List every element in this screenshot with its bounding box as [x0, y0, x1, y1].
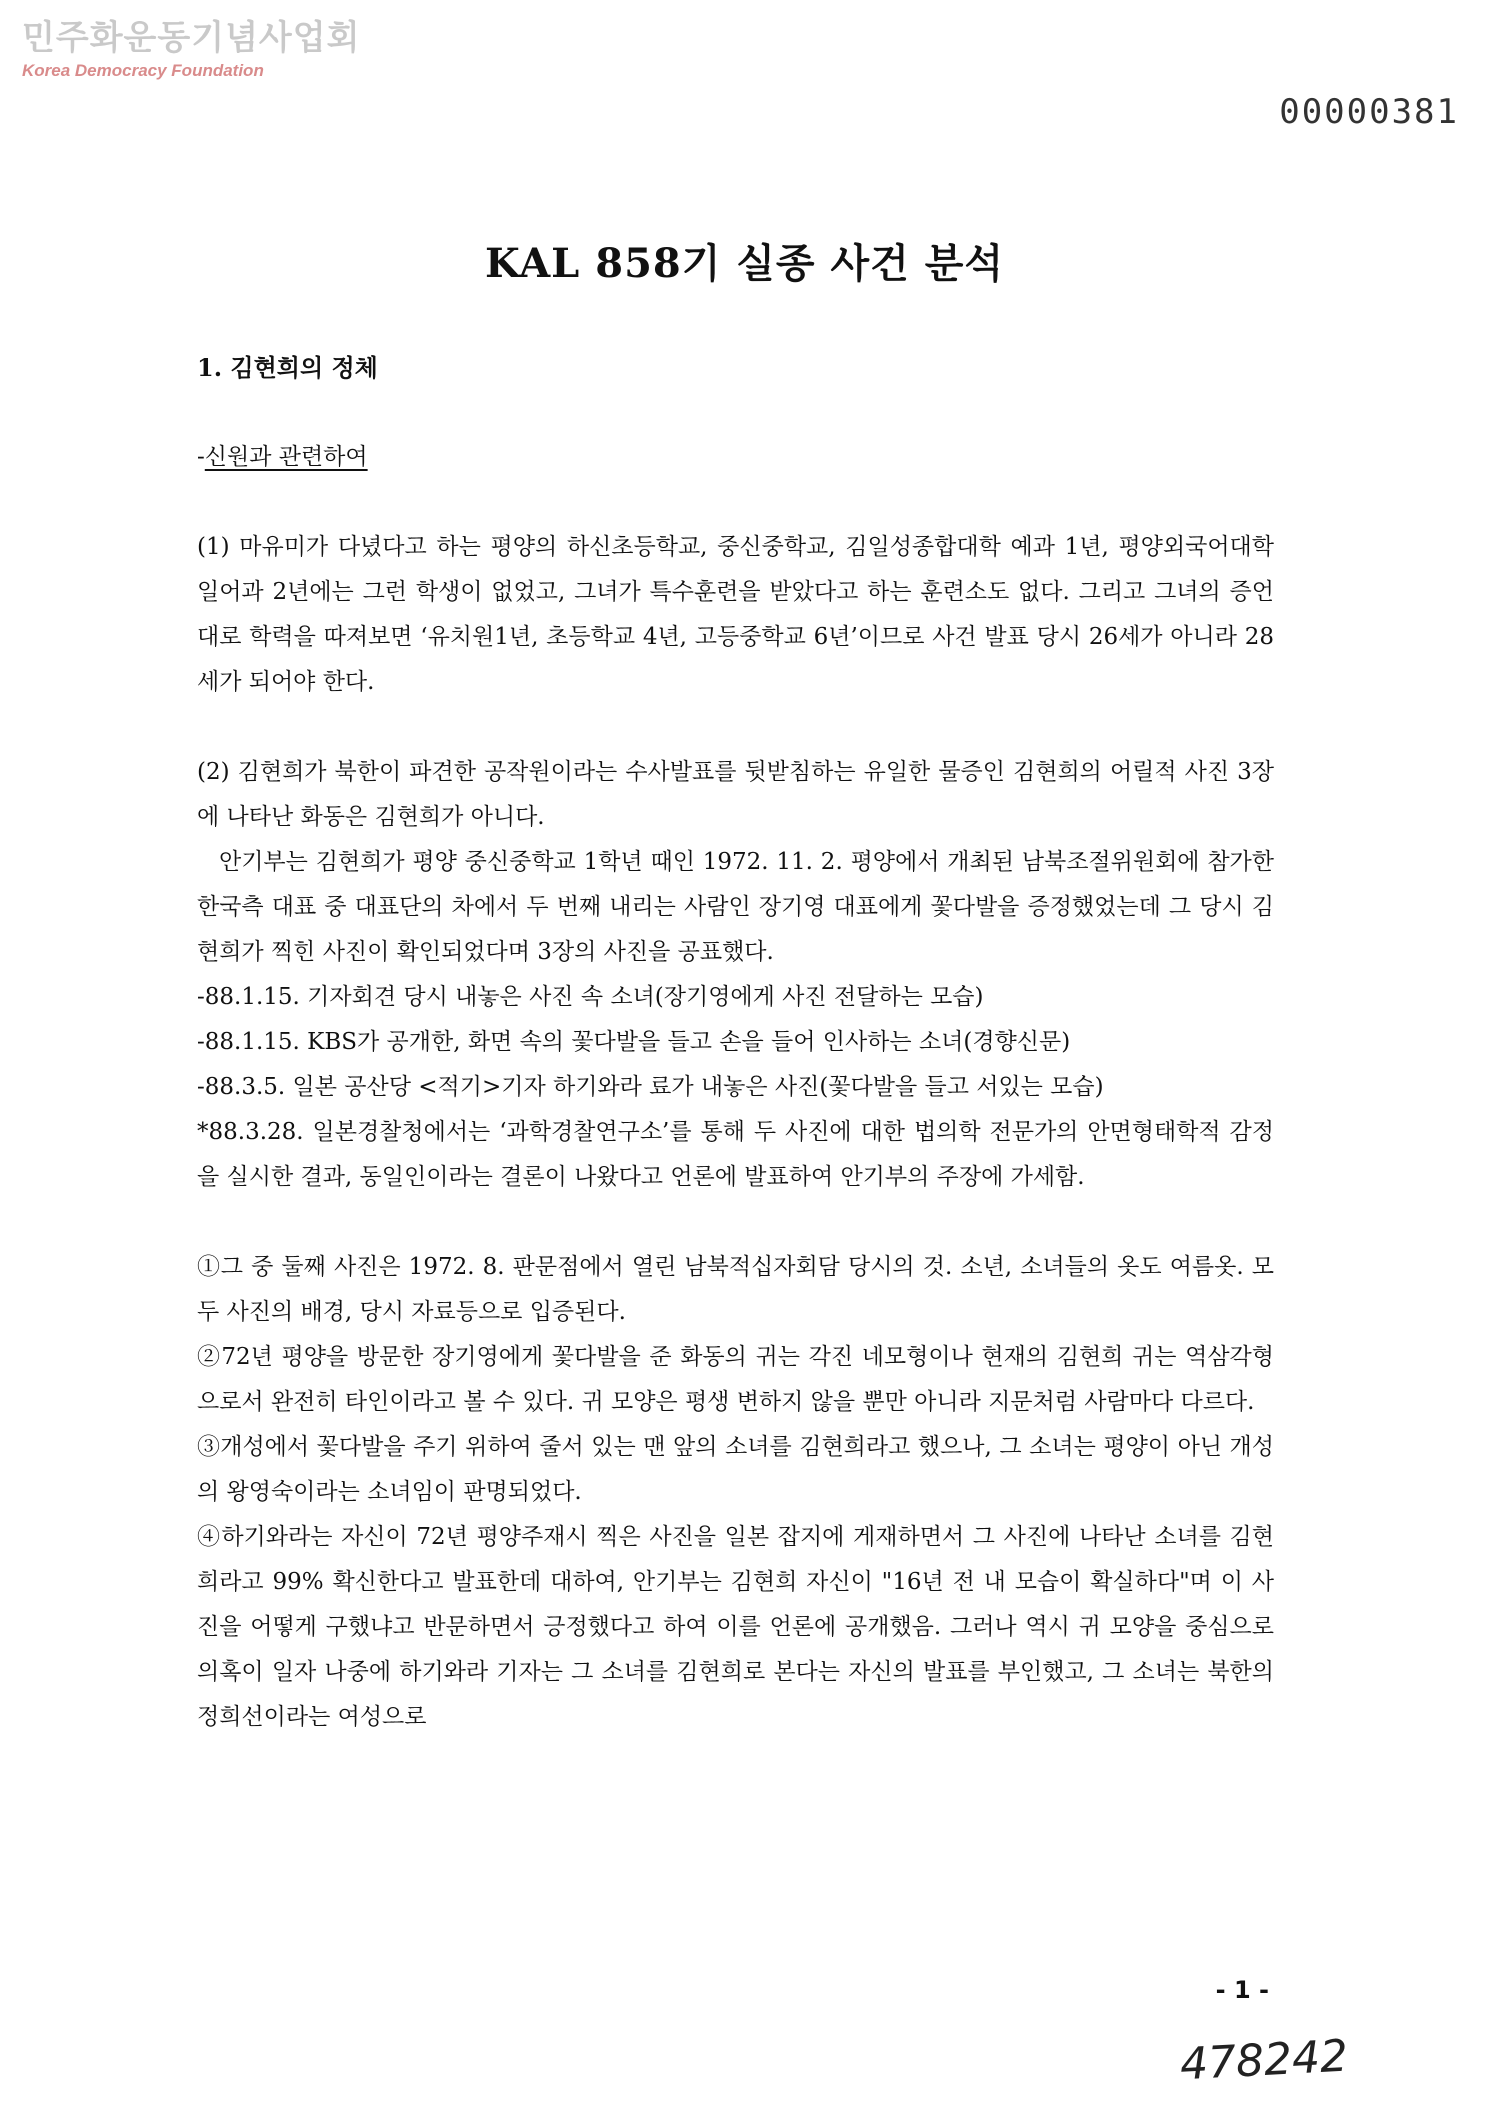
paragraph-3: *88.3.28. 일본경찰청에서는 ‘과학경찰연구소’를 통해 두 사진에 대한 법의학 전문가의 안면형태학적 감정을 실시한 결과, 동일인이라는 결론이 나왔다고 언론에 발표하여 안기부의 주장에 가세함. [197, 1119, 1274, 1190]
page-number: - 1 - [1215, 1976, 1269, 2004]
foundation-watermark [22, 18, 360, 82]
document-title: KAL 858기 실종 사건 분석 [485, 240, 1004, 287]
document-number-stamp: 00000381 [1279, 92, 1459, 132]
paragraph-1: (1) 마유미가 다녔다고 하는 평양의 하신초등학교, 중신중학교, 김일성종합대학 예과 1년, 평양외국어대학 일어과 2년에는 그런 학생이 없었고, 그녀가 특수훈련을 받았다고 하는 훈련소도 없다. 그리고 그녀의 증언대로 학력을 따져보면 ‘유치원1년, 초등학교 4년, 고등중학교 6년’이므로 사건 발표 당시 26세가 아니라 28세가 되어야 한다. [197, 534, 1274, 695]
date-item-3: -88.3.5. 일본 공산당 <적기>기자 하기와라 료가 내놓은 사진(꽃다발을 들고 서있는 모습) [197, 1074, 1104, 1100]
date-item-2: -88.1.15. KBS가 공개한, 화면 속의 꽃다발을 들고 손을 들어 인사하는 소녀(경향신문) [197, 1029, 1071, 1055]
handwritten-number: 478242 [1178, 2030, 1350, 2091]
watermark-english: Korea Democracy Foundation [22, 61, 264, 80]
sub-heading: -신원과 관련하여 [197, 444, 368, 470]
circled-item-3: ③개성에서 꽃다발을 주기 위하여 줄서 있는 맨 앞의 소녀를 김현희라고 했으나, 그 소녀는 평양이 아닌 개성의 왕영숙이라는 소녀임이 판명되었다. [197, 1434, 1274, 1505]
sub-heading-text: 신원과 관련하여 [204, 444, 368, 470]
circled-item-4: ④하기와라는 자신이 72년 평양주재시 찍은 사진을 일본 잡지에 게재하면서 그 사진에 나타난 소녀를 김현희라고 99% 확신한다고 발표한데 대하여, 안기부는 김현희 자신이 "16년 전 내 모습이 확실하다"며 이 사진을 어떻게 구했냐고 반문하면서 긍정했다고 하여 이를 언론에 공개했음. 그러나 역시 귀 모양을 중심으로 의혹이 일자 나중에 하기와라 기자는 그 소녀를 김현희로 본다는 자신의 발표를 부인했고, 그 소녀는 북한의 정희선이라는 여성으로 [197, 1524, 1274, 1730]
watermark-korean: 민주화운동기념사업회 [22, 18, 361, 58]
paragraph-2b: 안기부는 김현희가 평양 중신중학교 1학년 때인 1972. 11. 2. 평양에서 개최된 남북조절위원회에 참가한 한국측 대표 중 대표단의 차에서 두 번째 내리는 사람인 장기영 대표에게 꽃다발을 증정했었는데 그 당시 김현희가 찍힌 사진이 확인되었다며 3장의 사진을 공표했다. [197, 849, 1274, 965]
document-body [197, 345, 1274, 1740]
paragraph-2a: (2) 김현희가 북한이 파견한 공작원이라는 수사발표를 뒷받침하는 유일한 물증인 김현희의 어릴적 사진 3장에 나타난 화동은 김현희가 아니다. [197, 759, 1274, 830]
circled-item-1: ①그 중 둘째 사진은 1972. 8. 판문점에서 열린 남북적십자회담 당시의 것. 소년, 소녀들의 옷도 여름옷. 모두 사진의 배경, 당시 자료등으로 입증된다. [197, 1254, 1274, 1325]
section-heading: 1. 김현희의 정체 [197, 353, 378, 382]
date-item-1: -88.1.15. 기자회견 당시 내놓은 사진 속 소녀(장기영에게 사진 전달하는 모습) [197, 984, 984, 1010]
circled-item-2: ②72년 평양을 방문한 장기영에게 꽃다발을 준 화동의 귀는 각진 네모형이나 현재의 김현희 귀는 역삼각형으로서 완전히 타인이라고 볼 수 있다. 귀 모양은 평생 변하지 않을 뿐만 아니라 지문처럼 사람마다 다르다. [197, 1344, 1274, 1415]
